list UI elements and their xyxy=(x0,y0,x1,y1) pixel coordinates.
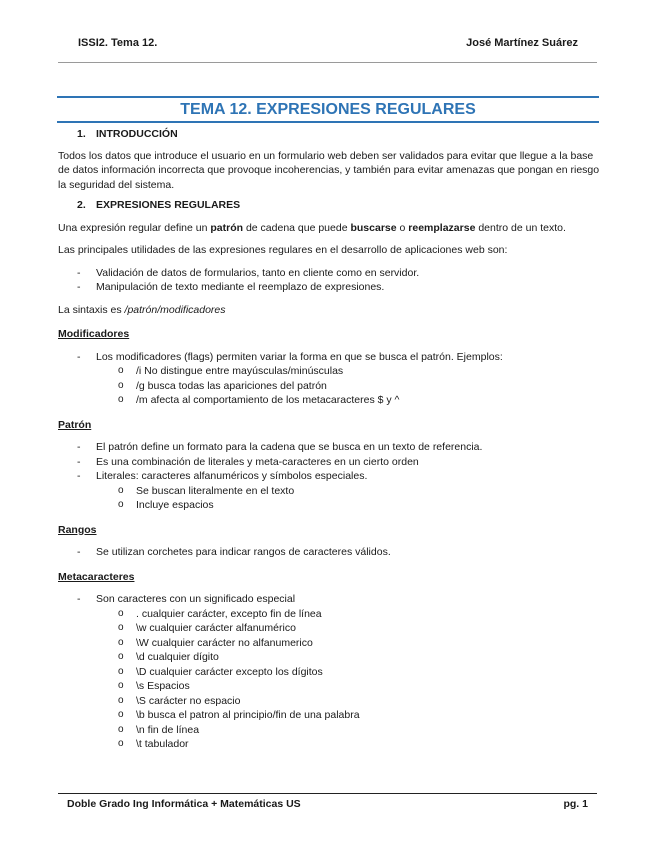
footer-rule xyxy=(58,793,597,794)
bold-term: buscarse xyxy=(350,221,397,234)
sublist-item: o /g busca todas las apariciones del patrón xyxy=(58,379,601,394)
modificadores-sublist xyxy=(58,364,601,408)
header-right: José Martínez Suárez xyxy=(466,37,578,49)
sublist-item: o \t tabulador xyxy=(58,737,601,752)
list-item: - Manipulación de texto mediante el reemplazo de expresiones. xyxy=(58,280,601,295)
sublist-item: o \D cualquier carácter excepto los dígitos xyxy=(58,665,601,680)
list-item: - Es una combinación de literales y meta-caracteres en un cierto orden xyxy=(58,455,601,470)
sublist-item: o Se buscan literalmente en el texto xyxy=(58,484,601,499)
syntax-line xyxy=(58,303,601,318)
text-run: o xyxy=(396,221,409,234)
text-run: Una expresión regular define un xyxy=(58,221,211,234)
page-title: TEMA 12. EXPRESIONES REGULARES xyxy=(180,101,476,118)
subsection-title-modificadores: Modificadores xyxy=(58,328,130,340)
sublist-item: o \n fin de línea xyxy=(58,723,601,738)
list-item: - El patrón define un formato para la cadena que se busca en un texto de referencia. xyxy=(58,440,601,455)
list-item: - Validación de datos de formularios, tanto en cliente como en servidor. xyxy=(58,266,601,281)
title-rule-bottom xyxy=(57,121,599,123)
syntax-value: /patrón/modificadores xyxy=(124,303,226,316)
metacaracteres-list xyxy=(58,592,601,607)
header-rule xyxy=(58,62,597,63)
header-left: ISSI2. Tema 12. xyxy=(78,37,158,49)
uses-list xyxy=(58,266,601,295)
rangos-list xyxy=(58,545,601,560)
bold-term: patrón xyxy=(210,221,244,234)
text-run: de cadena que puede xyxy=(243,221,351,234)
regex-definition xyxy=(58,221,601,236)
patron-sublist xyxy=(58,484,601,513)
section-number: 2. xyxy=(77,199,86,211)
sublist-item: o \W cualquier carácter no alfanumerico xyxy=(58,636,601,651)
section-number: 1. xyxy=(77,128,86,140)
text-run: dentro de un texto. xyxy=(475,221,566,234)
metacaracteres-sublist xyxy=(58,607,601,752)
sublist-item: o \S carácter no espacio xyxy=(58,694,601,709)
sublist-item: o /m afecta al comportamiento de los metacaracteres $ y ^ xyxy=(58,393,601,408)
sublist-item: o \s Espacios xyxy=(58,679,601,694)
sublist-item: o /i No distingue entre mayúsculas/minúsculas xyxy=(58,364,601,379)
section-heading-regex xyxy=(77,198,601,213)
list-item: - Son caracteres con un significado especial xyxy=(58,592,601,607)
sublist-item: o \b busca el patron al principio/fin de una palabra xyxy=(58,708,601,723)
sublist-item: o Incluye espacios xyxy=(58,498,601,513)
section-heading-text: EXPRESIONES REGULARES xyxy=(96,199,241,211)
section-heading-text: INTRODUCCIÓN xyxy=(96,128,178,140)
subsection-title-patron: Patrón xyxy=(58,418,92,431)
footer-left: Doble Grado Ing Informática + Matemáticas US xyxy=(67,798,301,810)
patron-list xyxy=(58,440,601,484)
page-number: pg. 1 xyxy=(563,798,588,810)
subsection-title-metacaracteres: Metacaracteres xyxy=(58,570,135,583)
sublist-item: o \w cualquier carácter alfanumérico xyxy=(58,621,601,636)
uses-intro: Las principales utilidades de las expresiones regulares en el desarrollo de aplicaciones web son: xyxy=(58,244,508,256)
subsection-title-rangos: Rangos xyxy=(58,523,97,536)
syntax-label: La sintaxis es xyxy=(58,303,125,316)
intro-paragraph: Todos los datos que introduce el usuario en un formulario web deben ser validados para evitar que llegue a la base de datos información incorrecta que provoque incoherencias, y también para evitar amenazas que pongan en riesgo la seguridad del sistema. xyxy=(58,149,600,191)
list-item: - Literales: caracteres alfanuméricos y símbolos especiales. xyxy=(58,469,601,484)
sublist-item: o \d cualquier dígito xyxy=(58,650,601,665)
document-body xyxy=(58,126,601,752)
sublist-item: o . cualquier carácter, excepto fin de línea xyxy=(58,607,601,622)
title-rule-top xyxy=(57,96,599,98)
list-item: - Se utilizan corchetes para indicar rangos de caracteres válidos. xyxy=(58,545,601,560)
bold-term: reemplazarse xyxy=(408,221,476,234)
section-heading-intro xyxy=(77,127,601,142)
list-item: - Los modificadores (flags) permiten variar la forma en que se busca el patrón. Ejemplos: xyxy=(58,350,601,365)
modificadores-list xyxy=(58,350,601,365)
